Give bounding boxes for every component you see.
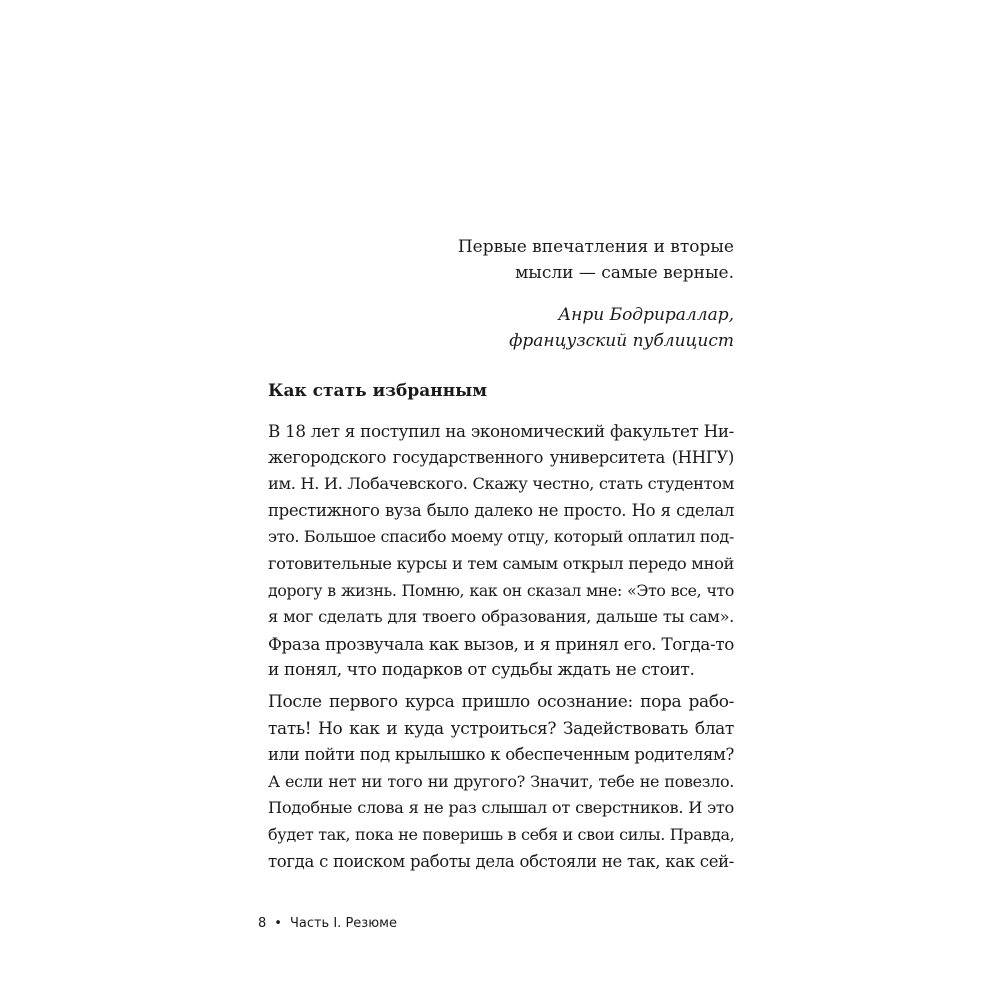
epigraph-author-title: французский публицист <box>509 331 734 351</box>
paragraph-line: тогда с поиском работы дела обстояли не так, как сей- <box>268 851 734 871</box>
epigraph-author <box>430 302 734 354</box>
section-heading: Как стать избранным <box>268 381 487 401</box>
paragraph-line: им. Н. И. Лобачевского. Скажу честно, стать студентом <box>268 474 734 494</box>
running-title: Часть I. Резюме <box>289 916 397 931</box>
epigraph-quote-line: мысли — самые верные. <box>515 263 734 283</box>
paragraph-line: Подобные слова я не раз слышал от сверстников. И это <box>268 798 734 818</box>
paragraph-line: готовительные курсы и тем самым открыл передо мной <box>268 553 734 573</box>
paragraph-line: жегородского государственного университета (ННГУ) <box>268 447 734 467</box>
paragraph-line: дорогу в жизнь. Помню, как он сказал мне: «Это все, что <box>268 580 734 600</box>
body-paragraph <box>268 689 734 875</box>
paragraph-line: престижного вуза было далеко не просто. Но я сделал <box>268 500 734 520</box>
epigraph-author-name: Анри Бодрираллар, <box>558 305 734 325</box>
paragraph-line: я мог сделать для твоего образования, дальше ты сам». <box>268 607 734 627</box>
paragraph-line: В 18 лет я поступил на экономический факультет Ни- <box>268 421 734 441</box>
epigraph-quote-line: Первые впечатления и вторые <box>457 237 734 257</box>
body-paragraph <box>268 418 734 684</box>
page-footer <box>258 914 397 934</box>
page-number: 8 <box>258 916 267 931</box>
paragraph-line: и понял, что подарков от судьбы ждать не стоит. <box>268 660 695 681</box>
paragraph-line: Фраза прозвучала как вызов, и я принял его. Тогда-то <box>268 633 734 654</box>
paragraph-line: После первого курса пришло осознание: пора рабо- <box>268 692 734 712</box>
paragraph-line: А если нет ни того ни другого? Значит, тебе не повезло. <box>268 771 734 791</box>
bullet-separator: • <box>274 916 282 931</box>
paragraph-line: будет так, пока не поверишь в себя и свои силы. Правда, <box>268 824 735 844</box>
paragraph-line: это. Большое спасибо моему отцу, который оплатил под- <box>268 527 734 547</box>
paragraph-line: или пойти под крылышко к обеспеченным родителям? <box>268 745 734 765</box>
paragraph-line: тать! Но как и куда устроиться? Задействовать блат <box>268 718 734 739</box>
epigraph <box>430 234 734 354</box>
